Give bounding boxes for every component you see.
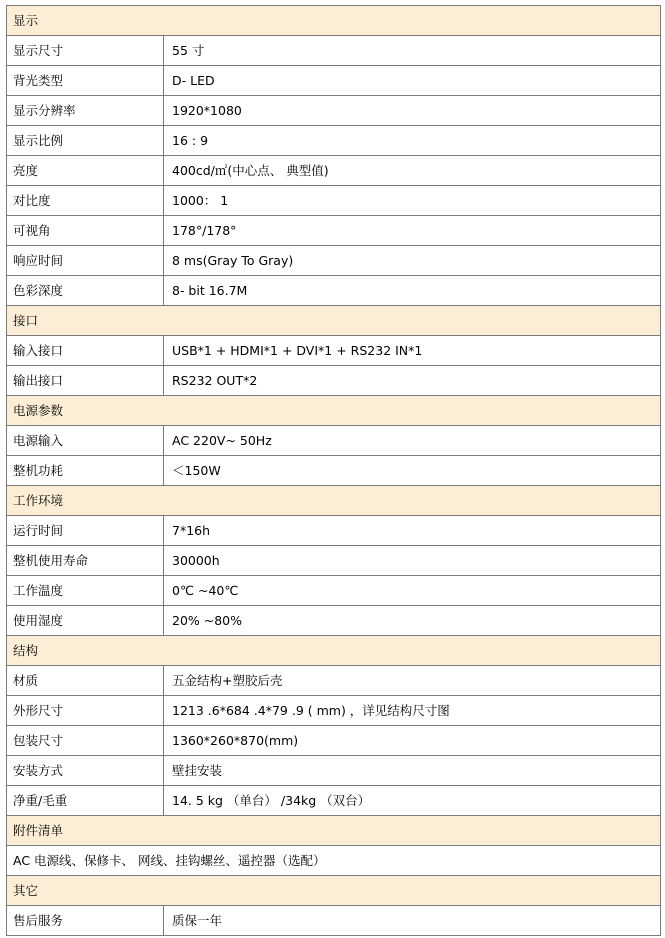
section-header	[7, 486, 661, 516]
spec-value: 1000： 1	[164, 186, 661, 216]
spec-row	[7, 216, 661, 246]
spec-row	[7, 546, 661, 576]
spec-value: 7*16h	[164, 516, 661, 546]
spec-value: 1213 .6*684 .4*79 .9 ( mm) ，详见结构尺寸图	[164, 696, 661, 726]
section-title: 接口	[7, 306, 661, 336]
spec-label: 背光类型	[7, 66, 164, 96]
spec-value: 30000h	[164, 546, 661, 576]
spec-row	[7, 126, 661, 156]
spec-row	[7, 576, 661, 606]
section-header	[7, 816, 661, 846]
spec-value: 400cd/㎡(中心点、 典型值)	[164, 156, 661, 186]
section-title: 显示	[7, 6, 661, 36]
spec-value: 55 寸	[164, 36, 661, 66]
spec-label: 净重/毛重	[7, 786, 164, 816]
spec-value: 1920*1080	[164, 96, 661, 126]
spec-row	[7, 66, 661, 96]
spec-value: ＜150W	[164, 456, 661, 486]
spec-label: 包装尺寸	[7, 726, 164, 756]
spec-value: 1360*260*870(mm)	[164, 726, 661, 756]
spec-value: RS232 OUT*2	[164, 366, 661, 396]
spec-value: 五金结构+塑胶后壳	[164, 666, 661, 696]
section-title: 电源参数	[7, 396, 661, 426]
spec-row	[7, 156, 661, 186]
spec-value: 8- bit 16.7M	[164, 276, 661, 306]
spec-label: 工作温度	[7, 576, 164, 606]
spec-label: 可视角	[7, 216, 164, 246]
spec-label: 亮度	[7, 156, 164, 186]
spec-label: 整机功耗	[7, 456, 164, 486]
spec-label: 外形尺寸	[7, 696, 164, 726]
spec-label: 售后服务	[7, 906, 164, 936]
spec-value: 16 : 9	[164, 126, 661, 156]
spec-full-text: AC 电源线、保修卡、 网线、挂钩螺丝、遥控器（选配）	[7, 846, 661, 876]
spec-row	[7, 666, 661, 696]
spec-value: 20% ~80%	[164, 606, 661, 636]
spec-value: 14. 5 kg （单台） /34kg （双台）	[164, 786, 661, 816]
section-header	[7, 396, 661, 426]
section-header	[7, 306, 661, 336]
spec-row	[7, 906, 661, 936]
spec-row	[7, 786, 661, 816]
spec-row	[7, 336, 661, 366]
spec-row	[7, 276, 661, 306]
spec-value: 178°/178°	[164, 216, 661, 246]
spec-value: AC 220V~ 50Hz	[164, 426, 661, 456]
spec-row	[7, 726, 661, 756]
spec-value: 壁挂安装	[164, 756, 661, 786]
spec-label: 色彩深度	[7, 276, 164, 306]
spec-value: 质保一年	[164, 906, 661, 936]
spec-row	[7, 756, 661, 786]
spec-label: 显示分辨率	[7, 96, 164, 126]
spec-row	[7, 456, 661, 486]
spec-table	[6, 5, 661, 936]
spec-label: 输入接口	[7, 336, 164, 366]
spec-row	[7, 516, 661, 546]
spec-row	[7, 186, 661, 216]
section-header	[7, 876, 661, 906]
spec-value: 8 ms(Gray To Gray)	[164, 246, 661, 276]
section-header	[7, 6, 661, 36]
spec-row	[7, 366, 661, 396]
spec-label: 电源输入	[7, 426, 164, 456]
spec-row	[7, 426, 661, 456]
section-title: 其它	[7, 876, 661, 906]
spec-label: 显示比例	[7, 126, 164, 156]
section-title: 工作环境	[7, 486, 661, 516]
spec-label: 安装方式	[7, 756, 164, 786]
section-title: 附件清单	[7, 816, 661, 846]
spec-label: 运行时间	[7, 516, 164, 546]
spec-row	[7, 696, 661, 726]
spec-value: 0℃ ~40℃	[164, 576, 661, 606]
spec-value: D- LED	[164, 66, 661, 96]
spec-label: 材质	[7, 666, 164, 696]
spec-row	[7, 246, 661, 276]
spec-label: 显示尺寸	[7, 36, 164, 66]
section-header	[7, 636, 661, 666]
spec-label: 输出接口	[7, 366, 164, 396]
spec-label: 对比度	[7, 186, 164, 216]
spec-row	[7, 606, 661, 636]
spec-row	[7, 96, 661, 126]
section-title: 结构	[7, 636, 661, 666]
spec-label: 使用湿度	[7, 606, 164, 636]
spec-row	[7, 36, 661, 66]
spec-row	[7, 846, 661, 876]
spec-value: USB*1 + HDMI*1 + DVI*1 + RS232 IN*1	[164, 336, 661, 366]
spec-label: 整机使用寿命	[7, 546, 164, 576]
spec-label: 响应时间	[7, 246, 164, 276]
spec-table-body	[7, 6, 661, 936]
